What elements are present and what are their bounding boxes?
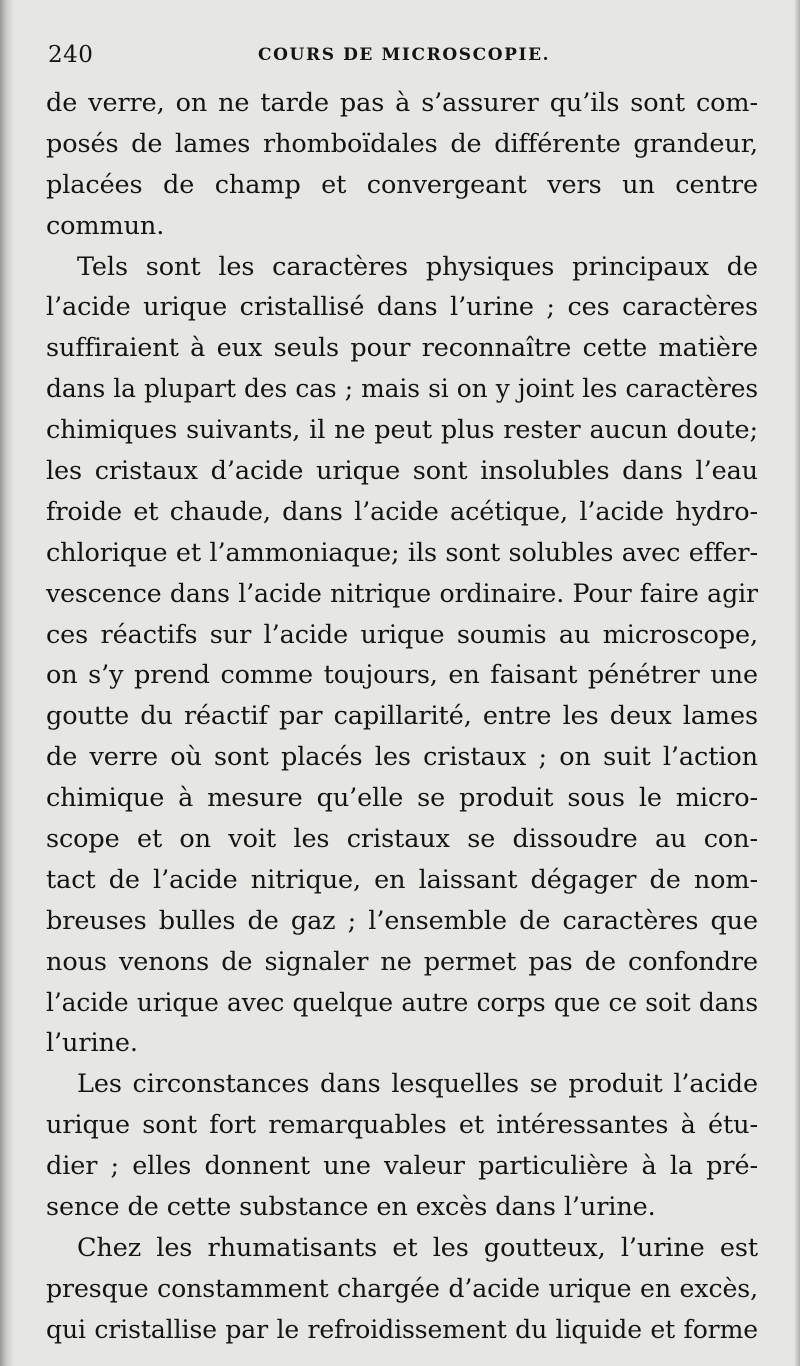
text-line: chimique à mesure qu’elle se produit sous le micro-: [46, 783, 758, 814]
text-line: qui cristallise par le refroidissement du liquide et forme: [46, 1314, 758, 1344]
page-edge-shadow: [794, 0, 800, 1366]
text-line: placées de champ et convergeant vers un centre: [46, 169, 758, 200]
text-line: Chez les rhumatisants et les goutteux, l’urine est: [77, 1232, 758, 1263]
text-line: breuses bulles de gaz ; l’ensemble de caractères que: [46, 905, 758, 936]
text-line: posés de lames rhomboïdales de différente grandeur,: [46, 128, 758, 159]
text-line: Les circonstances dans lesquelles se produit l’acide: [77, 1069, 758, 1100]
text-line: l’acide urique cristallisé dans l’urine ; ces caractères: [46, 292, 758, 323]
body-text: [46, 83, 758, 1351]
page-binding-shadow: [0, 0, 14, 1366]
text-line: goutte du réactif par capillarité, entre les deux lames: [46, 701, 758, 732]
text-line: suffiraient à eux seuls pour reconnaître cette matière: [46, 333, 758, 364]
text-line: de verre où sont placés les cristaux ; on suit l’action: [46, 742, 758, 773]
text-line: dans la plupart des cas ; mais si on y joint les caractères: [46, 374, 758, 404]
text-line: scope et on voit les cristaux se dissoudre au con-: [46, 824, 758, 855]
text-line: nous venons de signaler ne permet pas de confondre: [46, 946, 758, 977]
text-line: l’acide urique avec quelque autre corps que ce soit dans: [46, 987, 758, 1017]
text-line: de verre, on ne tarde pas à s’assurer qu’ils sont com-: [46, 88, 758, 118]
text-line: les cristaux d’acide urique sont insolubles dans l’eau: [46, 456, 758, 487]
text-line: l’urine.: [46, 1028, 138, 1059]
text-line: on s’y prend comme toujours, en faisant pénétrer une: [46, 660, 758, 691]
running-head: [48, 40, 758, 76]
text-line: ces réactifs sur l’acide urique soumis au microscope,: [46, 619, 758, 650]
running-title: COURS DE MICROSCOPIE.: [258, 45, 551, 65]
page-number: 240: [48, 42, 94, 68]
text-line: froide et chaude, dans l’acide acétique, l’acide hydro-: [46, 496, 758, 527]
text-line: presque constamment chargée d’acide urique en excès,: [46, 1273, 758, 1303]
text-line: vescence dans l’acide nitrique ordinaire. Pour faire agir: [46, 578, 758, 608]
text-line: chlorique et l’ammoniaque; ils sont solubles avec effer-: [46, 537, 758, 568]
text-line: tact de l’acide nitrique, en laissant dégager de nom-: [46, 864, 758, 895]
text-line: dier ; elles donnent une valeur particulière à la pré-: [46, 1151, 758, 1182]
text-line: commun.: [46, 210, 165, 241]
text-line: chimiques suivants, il ne peut plus rester aucun doute;: [46, 415, 758, 446]
text-line: urique sont fort remarquables et intéressantes à étu-: [46, 1110, 758, 1141]
text-line: Tels sont les caractères physiques principaux de: [77, 251, 758, 282]
text-line: sence de cette substance en excès dans l’urine.: [46, 1192, 656, 1223]
